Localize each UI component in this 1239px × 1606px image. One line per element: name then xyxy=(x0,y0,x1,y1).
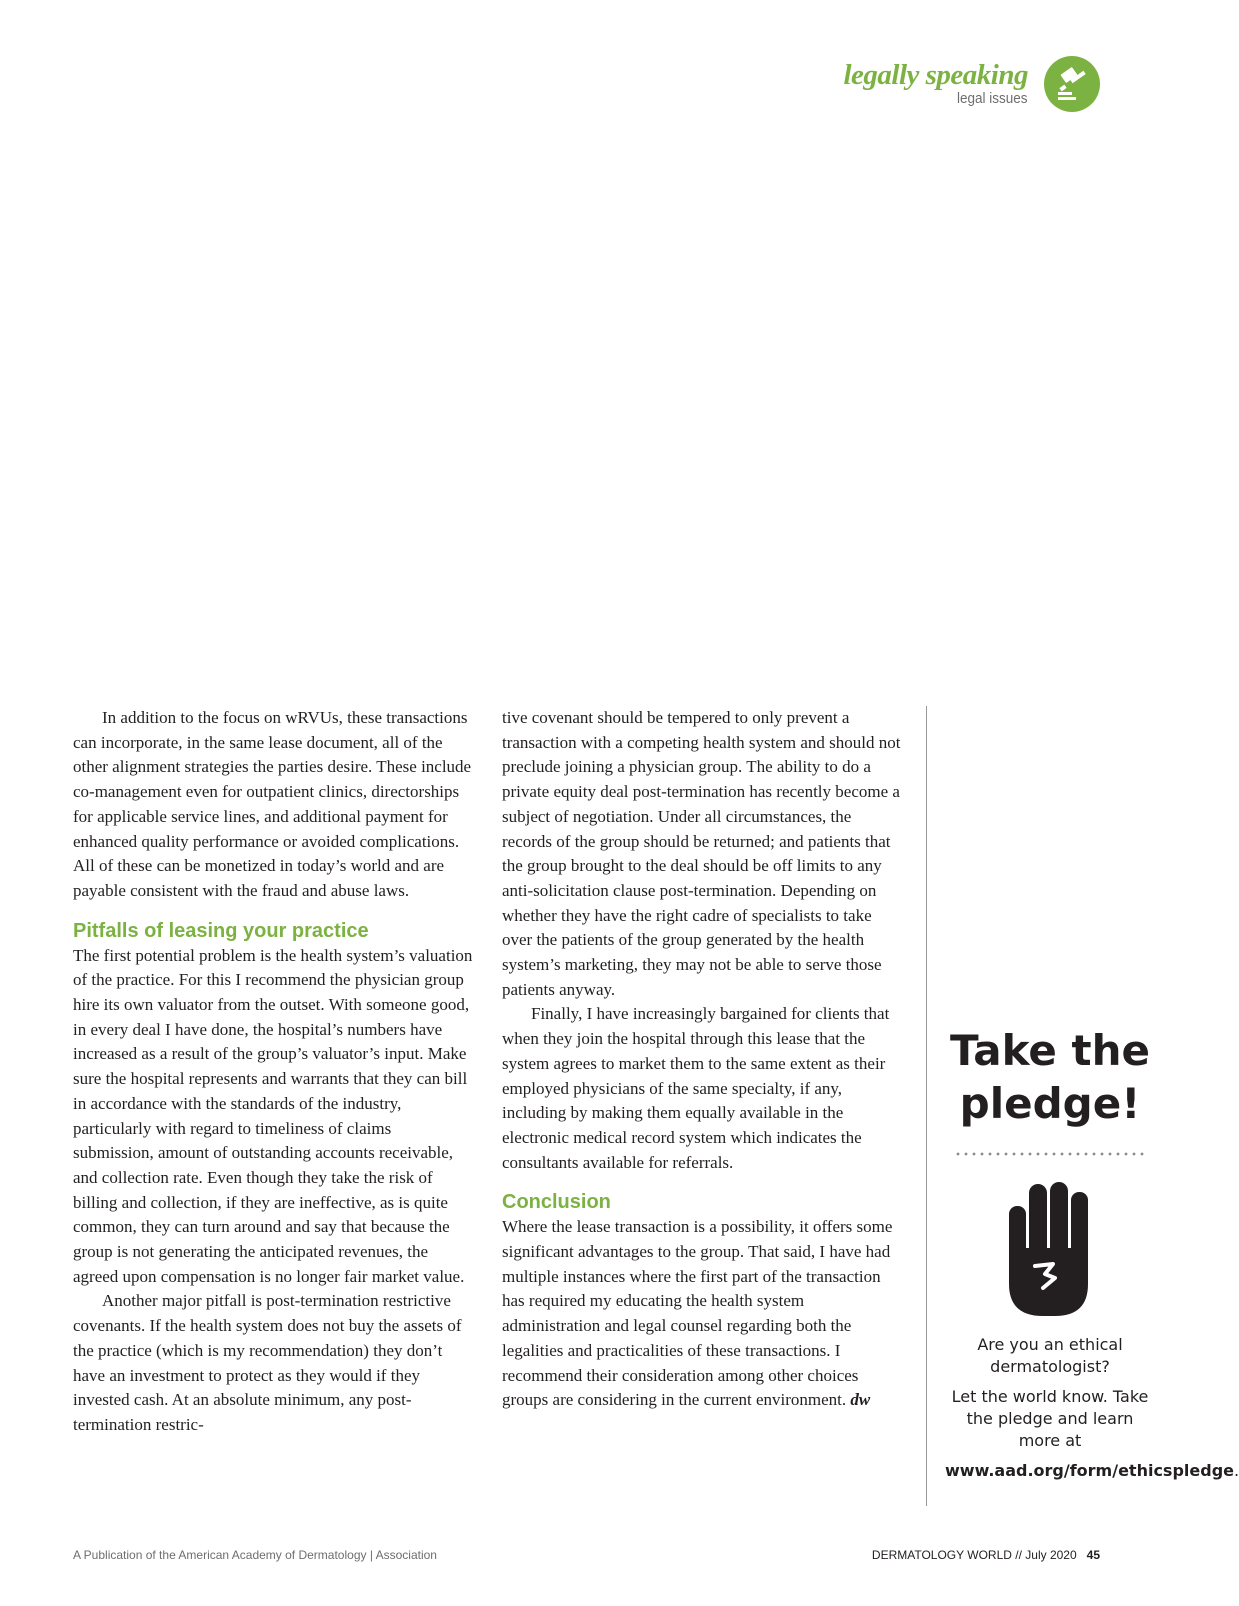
pledge-question: Are you an ethical dermatologist? xyxy=(977,1335,1123,1376)
pledge-url-line xyxy=(945,1460,1239,1482)
conclusion-text: Where the lease transaction is a possibility, it offers some significant advantages to the group. That said, I have had multiple instances where the first part of the transaction has required my educating the health system administration and legal counsel regarding both the legalities and practicalities of these transactions. I recommend their consideration among other choices groups are considering in the current environment. xyxy=(502,1217,893,1410)
paragraph: Finally, I have increasingly bargained for clients that when they join the hospital through this lease that the system agrees to market them to the same extent as their employed physicians of the same specialty, if any, including by making them equally available in the electronic medical record system which indicates the consultants available for referrals. xyxy=(502,1004,890,1172)
paragraph: The first potential problem is the health system’s valuation of the practice. For this I recommend the physician group hire its own valuator from the outset. With someone good, in every deal I have done, the hospital’s numbers have increased as a result of the group’s valuator’s input. Make sure the hospital represents and warrants that they can bill in accordance with the standards of the industry, particularly with regard to timeliness of claims submission, amount of outstanding accounts receivable, and collection rate. Even though they take the risk of billing and collection, if they are ineffective, as is quite common, they can turn around and say that because the group is not generating the anticipated revenues, the agreed upon compensation is no longer fair market value. xyxy=(73,945,473,1286)
article-column-1 xyxy=(73,706,473,1438)
column-divider xyxy=(926,706,927,1506)
paragraph: In addition to the focus on wRVUs, these transactions can incorporate, in the same lease document, all of the other alignment strategies the parties desire. These include co-management even for outpatient clinics, directorships for applicable service lines, and additional payment for enhanced quality performance or avoided complications. All of these can be monetized in today’s world and are payable consistent with the fraud and abuse laws. xyxy=(73,708,472,900)
pledge-url-link[interactable]: www.aad.org/form/ethicspledge xyxy=(945,1461,1234,1480)
subheading-conclusion: Conclusion xyxy=(502,1191,611,1214)
dotted-divider xyxy=(954,1152,1146,1156)
paragraph: Another major pitfall is post-termination restrictive covenants. If the health system does not buy the assets of the practice (which is my recommendation) they don’t have an investment to protect as they would if they invested cash. At an absolute minimum, any post-termination restric- xyxy=(73,1291,462,1434)
pledge-url-period: . xyxy=(1234,1461,1239,1480)
section-subtitle: legal issues xyxy=(957,90,1028,107)
footer-magazine xyxy=(872,1548,1100,1562)
pledge-cta: Let the world know. Take the pledge and learn more at xyxy=(951,1387,1149,1450)
gavel-icon xyxy=(1044,56,1100,112)
raised-hand-icon xyxy=(1005,1178,1095,1318)
section-header-text xyxy=(843,60,1028,108)
pledge-title: Take the pledge! xyxy=(950,1026,1150,1128)
page-number: 45 xyxy=(1086,1548,1100,1562)
pledge-sidebar xyxy=(945,1024,1239,1482)
author-signoff: dw xyxy=(850,1390,871,1410)
section-title: legally speaking xyxy=(843,59,1028,91)
footer-publication: A Publication of the American Academy of Dermatology | Association xyxy=(73,1548,437,1562)
section-header xyxy=(843,56,1100,112)
paragraph-conclusion xyxy=(502,1215,902,1413)
paragraph: tive covenant should be tempered to only prevent a transaction with a competing health system and should not preclude joining a physician group. The ability to do a private equity deal post-termination has recently become a subject of negotiation. Under all circumstances, the records of the group should be returned; and patients that the group brought to the deal should be off limits to any anti-solicitation clause post-termination. Depending on whether they have the right cadre of specialists to take over the patients of the group generated by the health system’s marketing, they may not be able to serve those patients anyway. xyxy=(502,708,901,999)
footer-magazine-issue: DERMATOLOGY WORLD // July 2020 xyxy=(871,1548,1077,1562)
subheading-pitfalls: Pitfalls of leasing your practice xyxy=(73,919,369,942)
article-column-2 xyxy=(502,706,902,1413)
